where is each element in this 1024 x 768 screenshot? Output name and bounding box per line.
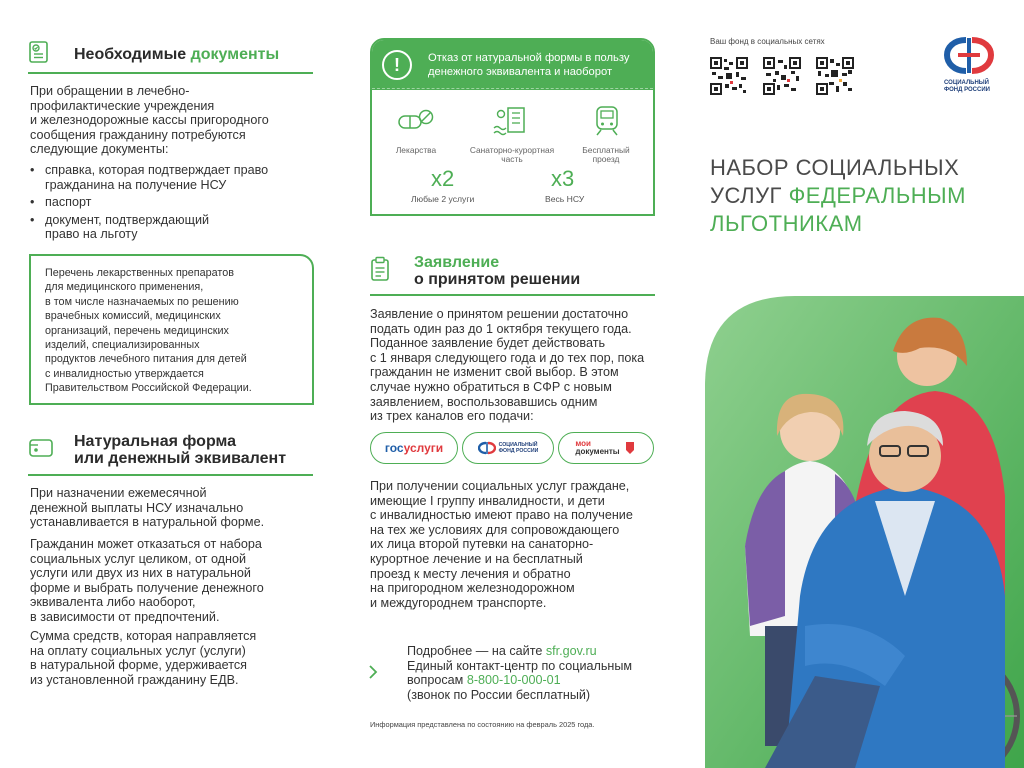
qr-code-icon[interactable]	[763, 57, 801, 95]
my-documents-logo-icon	[623, 440, 637, 456]
list-item: • справка, которая подтверждает право гражданина на получение НСУ	[30, 163, 315, 192]
footnote: Информация представлена по состоянию на февраль 2025 года.	[370, 720, 595, 729]
docs-intro: При обращении в лечебно- профилактические учреждения и железнодорожные кассы пригородного сообщения гражданину потребуются следующие документы:	[30, 84, 269, 157]
multiplier-x2: x2	[431, 166, 455, 191]
divider	[370, 294, 655, 296]
refusal-header	[372, 40, 653, 90]
channel-sfr: СОЦИАЛЬНЫЙ ФОНД РОССИИ	[462, 432, 554, 464]
qr-code-icon[interactable]	[816, 57, 854, 95]
exclamation-icon: !	[382, 50, 412, 80]
statement-title: Заявление о принятом решении	[414, 254, 581, 288]
chevron-right-icon	[368, 664, 378, 680]
natural-paragraph-2: Гражданин может отказаться от набора социальных услуг целиком, от одной услуги или двух из них в натуральной форме и выбрать получение денежного эквивалента либо наоборот, в зависимости от предпочтений.	[30, 537, 264, 624]
family-photo	[705, 296, 1024, 768]
site-link[interactable]: sfr.gov.ru	[545, 644, 597, 658]
statement-paragraph-2: При получении социальных услуг граждане, имеющие I группу инвалидности, и дети с инвалидностью имеют право на получение на тех же условиях для сопровождающего их лица второй путевки на санаторно- курортное лечение и на бесплатный проезд к месту лечения и обратно на пригородном железнодорожном и междугороднем транспорте.	[370, 479, 633, 610]
social-label: Ваш фонд в социальных сетях	[710, 37, 825, 46]
drug-list-note: Перечень лекарственных препаратов для медицинского применения, в том числе назначаемых по решению врачебных комиссий, медицинских организаций, перечень медицинских изделий, специализированных продуктов лечебного питания для детей с инвалидностью утверждается Правительством Российской Федерации.	[29, 254, 314, 405]
refusal-header-text: Отказ от натуральной формы в пользу денежного эквивалента и наоборот	[428, 52, 630, 78]
docs-title: Необходимые документы	[74, 46, 280, 63]
natural-paragraph-1: При назначении ежемесячной денежной выплаты НСУ изначально устанавливается в натуральной форме.	[30, 486, 265, 530]
train-icon	[594, 105, 620, 137]
channel-my-documents: мои документы	[558, 432, 654, 464]
card-icon	[28, 438, 54, 458]
channel-gosuslugi: гос услуги	[370, 432, 458, 464]
sfr-logo-icon	[478, 441, 496, 455]
natural-title: Натуральная форма или денежный эквивалент	[74, 433, 287, 467]
list-item: • документ, подтверждающий право на льготу	[30, 213, 315, 242]
divider	[28, 72, 313, 74]
service-label-drugs: Лекарства	[395, 145, 437, 155]
divider	[372, 88, 653, 89]
multiplier-x3-label: Весь НСУ	[545, 194, 585, 204]
multiplier-x3: x3	[551, 166, 575, 191]
docs-list	[30, 163, 315, 245]
statement-paragraph-1: Заявление о принятом решении достаточно подать один раз до 1 октября текущего года. Поданное заявление будет действовать с 1 января следующего года и до тех пор, пока гражданин не изменит свой выбор. В этом случае нужно обратиться в СФР с новым заявлением, воспользовавшись одним из трех каналов его подачи:	[370, 307, 645, 424]
divider	[28, 474, 313, 476]
multiplier-x2-label: Любые 2 услуги	[411, 194, 475, 204]
qr-code-icon[interactable]	[710, 57, 748, 95]
natural-paragraph-3: Сумма средств, которая направляется на оплату социальных услуг (услуги) в натуральной форме, удерживается из установленной гражданину ЕДВ.	[30, 629, 257, 687]
headline: НАБОР СОЦИАЛЬНЫХ УСЛУГ ФЕДЕРАЛЬНЫМ ЛЬГОТНИКАМ	[710, 155, 966, 236]
clipboard-icon	[370, 256, 390, 282]
contacts-text: Подробнее — на сайте sfr.gov.ru Единый контакт-центр по социальным вопросам 8-800-10-000-01 (звонок по России бесплатный)	[407, 644, 633, 702]
sanatorium-icon	[493, 106, 527, 136]
document-check-icon	[28, 40, 50, 64]
pills-icon	[398, 108, 434, 134]
service-label-sanatorium: Санаторно-курортная часть	[469, 145, 555, 164]
logo-text: СОЦИАЛЬНЫЙ ФОНД РОССИИ	[944, 80, 990, 93]
list-item: • паспорт	[30, 195, 315, 210]
sfr-logo-icon	[944, 36, 994, 76]
phone-number[interactable]: 8-800-10-000-01	[466, 673, 561, 688]
service-label-travel: Бесплатный проезд	[582, 145, 630, 164]
